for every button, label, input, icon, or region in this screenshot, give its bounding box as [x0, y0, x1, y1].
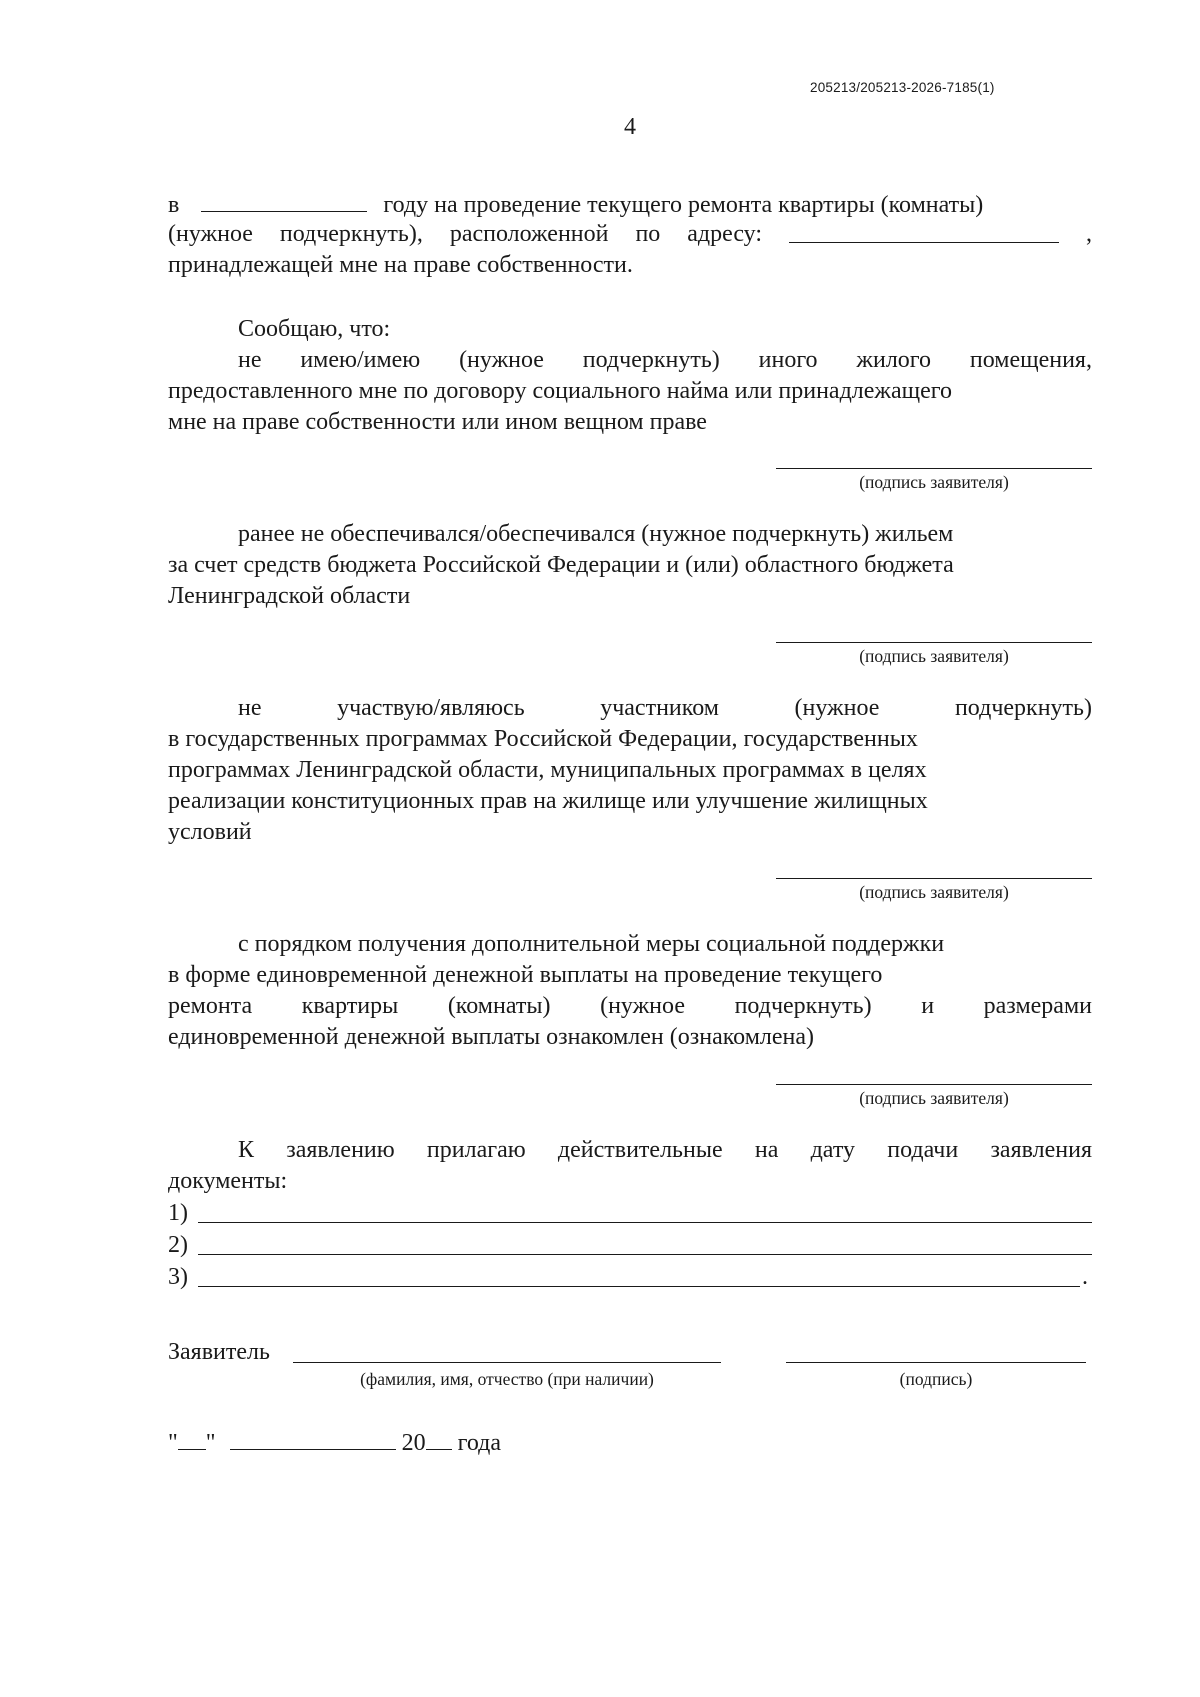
signature-caption-3: (подпись заявителя) [859, 882, 1009, 902]
document-id: 205213/205213-2026-7185(1) [810, 80, 995, 95]
intro-line-1: в году на проведение текущего ремонта квартиры (комнаты) [168, 187, 1092, 221]
inform-heading: Сообщаю, что: [238, 316, 391, 342]
p1-line-1: не имею/имею (нужное подчеркнуть) иного жилого помещения, [238, 347, 1092, 373]
p1-line-3: мне на праве собственности или ином вещном праве [168, 409, 707, 435]
p3-line-3: программах Ленинградской области, муниципальных программах в целях [168, 757, 927, 783]
p3-line-5: условий [168, 819, 252, 845]
signature-caption-2: (подпись заявителя) [859, 646, 1009, 666]
p2-line-3: Ленинградской области [168, 583, 411, 609]
attachment-item-3-number: 3) [168, 1264, 188, 1290]
applicant-name-line[interactable] [293, 1362, 721, 1363]
applicant-label: Заявитель [168, 1339, 270, 1365]
intro-line-3: принадлежащей мне на праве собственности. [168, 252, 633, 278]
p3-line-4: реализации конституционных прав на жилище или улучшение жилищных [168, 788, 928, 814]
signature-line-1[interactable] [776, 468, 1092, 469]
year-suffix-blank[interactable] [426, 1425, 452, 1450]
day-blank[interactable] [178, 1425, 206, 1450]
intro-line-2: (нужное подчеркнуть), расположенной по адресу: , [168, 218, 1092, 250]
address-blank[interactable] [789, 218, 1059, 243]
attachment-item-2-number: 2) [168, 1232, 188, 1258]
attachment-item-2-line[interactable] [198, 1254, 1092, 1255]
page-number: 4 [624, 114, 636, 140]
attachment-item-3-line[interactable] [198, 1286, 1080, 1287]
p4-line-2: в форме единовременной денежной выплаты на проведение текущего [168, 962, 883, 988]
signature-caption-4: (подпись заявителя) [859, 1088, 1009, 1108]
signature-line-4[interactable] [776, 1084, 1092, 1085]
date-line: " " 20 года [168, 1425, 501, 1459]
year-blank[interactable] [201, 187, 367, 212]
p3-line-2: в государственных программах Российской Федерации, государственных [168, 726, 918, 752]
attachment-item-1-line[interactable] [198, 1222, 1092, 1223]
applicant-signature-caption: (подпись) [899, 1369, 973, 1389]
p1-line-2: предоставленного мне по договору социального найма или принадлежащего [168, 378, 953, 404]
p4-line-4: единовременной денежной выплаты ознакомлен (ознакомлена) [168, 1024, 815, 1050]
p2-line-1: ранее не обеспечивался/обеспечивался (нужное подчеркнуть) жильем [238, 521, 954, 547]
month-blank[interactable] [230, 1425, 396, 1450]
p3-line-1: не участвую/являюсь участником (нужное подчеркнуть) [238, 695, 1092, 721]
attachments-line-1: К заявлению прилагаю действительные на дату подачи заявления [238, 1137, 1092, 1163]
p4-line-3: ремонта квартиры (комнаты) (нужное подчеркнуть) и размерами [168, 993, 1092, 1019]
applicant-name-caption: (фамилия, имя, отчество (при наличии) [360, 1369, 654, 1389]
signature-line-2[interactable] [776, 642, 1092, 643]
attachments-line-2: документы: [168, 1168, 288, 1194]
attachment-item-1-number: 1) [168, 1200, 188, 1226]
attachment-end-mark: . [1082, 1264, 1088, 1290]
signature-line-3[interactable] [776, 878, 1092, 879]
p2-line-2: за счет средств бюджета Российской Федерации и (или) областного бюджета [168, 552, 954, 578]
p4-line-1: с порядком получения дополнительной меры социальной поддержки [238, 931, 945, 957]
signature-caption-1: (подпись заявителя) [859, 472, 1009, 492]
applicant-signature-line[interactable] [786, 1362, 1086, 1363]
